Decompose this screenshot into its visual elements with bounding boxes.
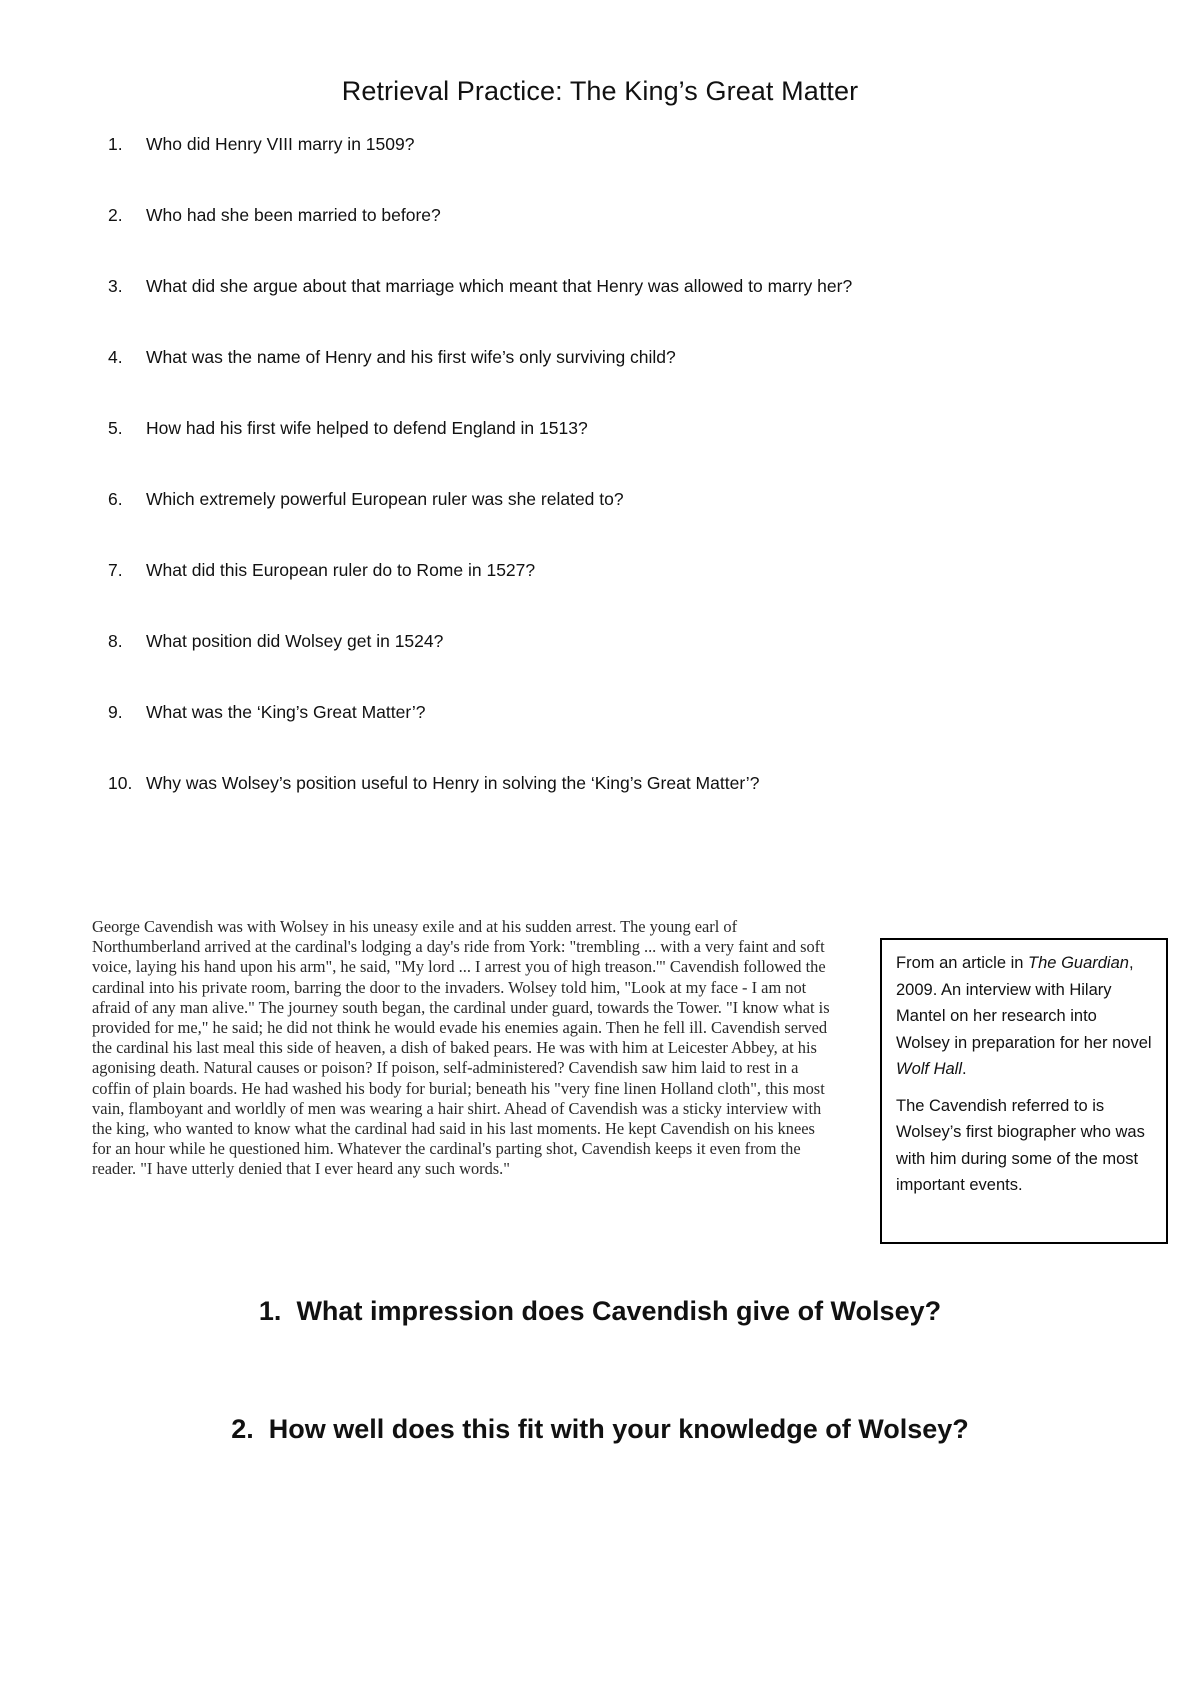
list-item [108, 276, 852, 347]
question-number: 5. [108, 418, 123, 438]
question-text: What was the ‘King’s Great Matter’? [146, 702, 426, 722]
note-text: . [962, 1060, 967, 1078]
question-text: What did this European ruler do to Rome in 1527? [146, 560, 536, 580]
article-excerpt [92, 917, 832, 1180]
page-title: Retrieval Practice: The King’s Great Matter [341, 76, 859, 106]
question-text: What position did Wolsey get in 1524? [146, 631, 444, 651]
note-text: , 2009. An interview with Hilary Mantel on her research into Wolsey in preparation for her novel [896, 954, 1152, 1052]
question-text: What was the name of Henry and his first wife’s only surviving child? [146, 347, 676, 367]
question-number: 8. [108, 631, 123, 651]
list-item [108, 560, 852, 631]
article-text: George Cavendish was with Wolsey in his uneasy exile and at his sudden arrest. The young earl of Northumberland arrived at the cardinal's lodging a day's ride from York: "trembling ... with a very faint and soft voice, laying his hand upon his arm", he said, "My lord ... I arrest you of high treason.'" Cavendish followed the cardinal into his private room, barring the door to the invaders. Wolsey told him, "Look at my face - I am not afraid of any man alive." The journey south began, the cardinal under guard, towards the Tower. "I know what is provided for me," he said; he did not think he would evade his enemies again. Then he fell ill. Cavendish served the cardinal his last meal this side of heaven, a dish of baked pears. He was with him at Leicester Abbey, at his agonising death. Natural causes or poison? If poison, self-administered? Cavendish saw him laid to rest in a coffin of plain boards. He had washed his body for burial; beneath his "very fine linen Holland cloth", this most vain, flamboyant and worldly of men was wearing a hair shirt. Ahead of Cavendish was a sticky interview with the king, who wanted to know what the cardinal had said in his last moments. He kept Cavendish on his knees for an hour while he questioned him. Whatever the cardinal's parting shot, Cavendish keeps it even from the reader. "I have utterly denied that I ever heard any such words." [92, 917, 830, 1179]
final-question-text: What impression does Cavendish give of Wolsey? [296, 1296, 942, 1326]
question-number: 1. [108, 134, 123, 154]
list-item [108, 134, 852, 205]
final-question-2 [0, 1414, 1200, 1445]
question-number: 2. [108, 205, 123, 225]
cavendish-note-paragraph: The Cavendish referred to is Wolsey’s first biographer who was with him during some of the most important events. [896, 1096, 1145, 1194]
question-number: 9. [108, 702, 123, 722]
list-item [108, 702, 852, 773]
note-text: From an article in [896, 954, 1029, 972]
question-number: 10. [108, 773, 133, 793]
final-question-text: How well does this fit with your knowledge of Wolsey? [268, 1414, 969, 1444]
novel-title: Wolf Hall [896, 1060, 963, 1078]
list-item [108, 418, 852, 489]
final-question-1 [0, 1296, 1200, 1327]
question-list [108, 134, 852, 844]
question-number: 7. [108, 560, 123, 580]
list-item [108, 773, 852, 844]
question-text: Who did Henry VIII marry in 1509? [146, 134, 415, 154]
final-question-number: 1. [258, 1296, 282, 1326]
source-note-box [880, 938, 1168, 1244]
source-note-paragraph [896, 950, 1152, 1083]
final-question-number: 2. [231, 1414, 254, 1444]
question-text: What did she argue about that marriage which meant that Henry was allowed to marry her? [146, 276, 853, 296]
question-text: Why was Wolsey’s position useful to Henry in solving the ‘King’s Great Matter’? [146, 773, 760, 793]
question-number: 3. [108, 276, 123, 296]
question-text: Who had she been married to before? [146, 205, 441, 225]
list-item [108, 631, 852, 702]
question-text: How had his first wife helped to defend England in 1513? [146, 418, 588, 438]
list-item [108, 489, 852, 560]
question-number: 4. [108, 347, 123, 367]
publication-name: The Guardian [1028, 954, 1129, 972]
list-item [108, 205, 852, 276]
list-item [108, 347, 852, 418]
question-number: 6. [108, 489, 123, 509]
question-text: Which extremely powerful European ruler was she related to? [146, 489, 624, 509]
